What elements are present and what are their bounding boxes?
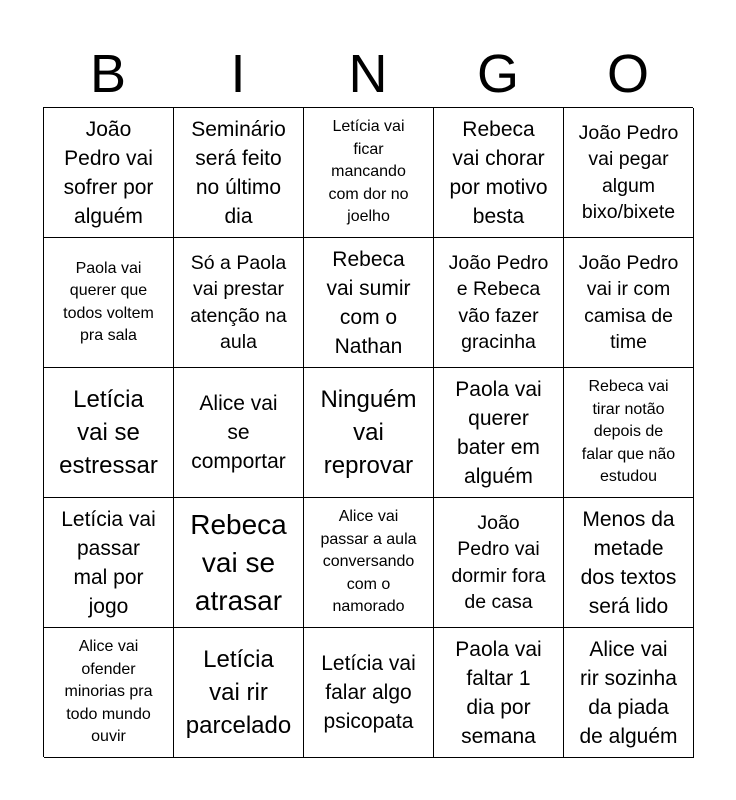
cell-text: Ninguém vai reprovar [320,386,417,479]
cell-text: Alice vai ofender minorias pra todo mundo ouvir [64,638,153,746]
cell-text: João Pedro e Rebeca vão fazer gracinha [448,251,549,353]
cell-text: João Pedro vai ir com camisa de time [578,251,679,353]
cell-text: Rebeca vai sumir com o Nathan [326,247,411,358]
header-letter-g: G [476,44,519,104]
bingo-cell[interactable] [174,498,304,628]
bingo-cell[interactable] [44,368,174,498]
bingo-board [43,107,693,757]
cell-text: Só a Paola vai prestar atenção na aula [190,251,287,353]
cell-text: João Pedro vai dormir fora de casa [451,511,546,613]
cell-text: Letícia vai rir parcelado [185,646,292,739]
cell-text: Alice vai passar a aula conversando com o namorado [320,508,417,616]
bingo-cell[interactable] [304,628,434,758]
cell-text: Letícia vai falar algo psicopata [321,652,416,733]
header-letter-b: B [89,44,127,104]
bingo-cell[interactable] [174,368,304,498]
bingo-cell[interactable] [304,108,434,238]
bingo-cell[interactable] [174,108,304,238]
bingo-cell[interactable] [174,238,304,368]
bingo-cell[interactable] [564,108,694,238]
bingo-cell[interactable] [434,628,564,758]
header-letter-n: N [348,44,388,104]
cell-text: Alice vai se comportar [191,392,286,473]
bingo-cell[interactable] [434,368,564,498]
cell-text: Rebeca vai se atrasar [190,508,287,616]
header-letter-o: O [606,44,649,104]
bingo-header [43,40,693,108]
cell-text: Rebeca vai chorar por motivo besta [449,117,548,228]
bingo-cell[interactable] [304,498,434,628]
bingo-cell[interactable] [304,368,434,498]
bingo-cell[interactable] [564,498,694,628]
bingo-cell[interactable] [564,368,694,498]
cell-text: Paola vai querer bater em alguém [455,377,542,488]
header-letter-i: I [230,44,246,104]
cell-text: Letícia vai passar mal por jogo [61,507,156,618]
bingo-cell[interactable] [434,108,564,238]
cell-text: João Pedro vai sofrer por alguém [63,117,154,228]
cell-text: Menos da metade dos textos será lido [580,507,677,618]
bingo-cell[interactable] [564,238,694,368]
bingo-cell[interactable] [44,238,174,368]
bingo-cell[interactable] [304,238,434,368]
cell-text: Rebeca vai tirar notão depois de falar que não estudou [581,378,676,486]
cell-text: Paola vai querer que todos voltem pra sala [63,259,154,344]
bingo-cell[interactable] [564,628,694,758]
cell-text: Letícia vai se estressar [59,386,158,479]
bingo-cell[interactable] [44,628,174,758]
cell-text: Paola vai faltar 1 dia por semana [455,637,542,748]
bingo-cell[interactable] [44,108,174,238]
cell-text: Letícia vai ficar mancando com dor no joelho [328,118,409,226]
bingo-cell[interactable] [44,498,174,628]
bingo-cell[interactable] [434,238,564,368]
cell-text: Seminário será feito no último dia [191,117,286,228]
cell-text: João Pedro vai pegar algum bixo/bixete [578,121,679,223]
bingo-cell[interactable] [434,498,564,628]
cell-text: Alice vai rir sozinha da piada de alguém [579,637,678,748]
bingo-cell[interactable] [174,628,304,758]
